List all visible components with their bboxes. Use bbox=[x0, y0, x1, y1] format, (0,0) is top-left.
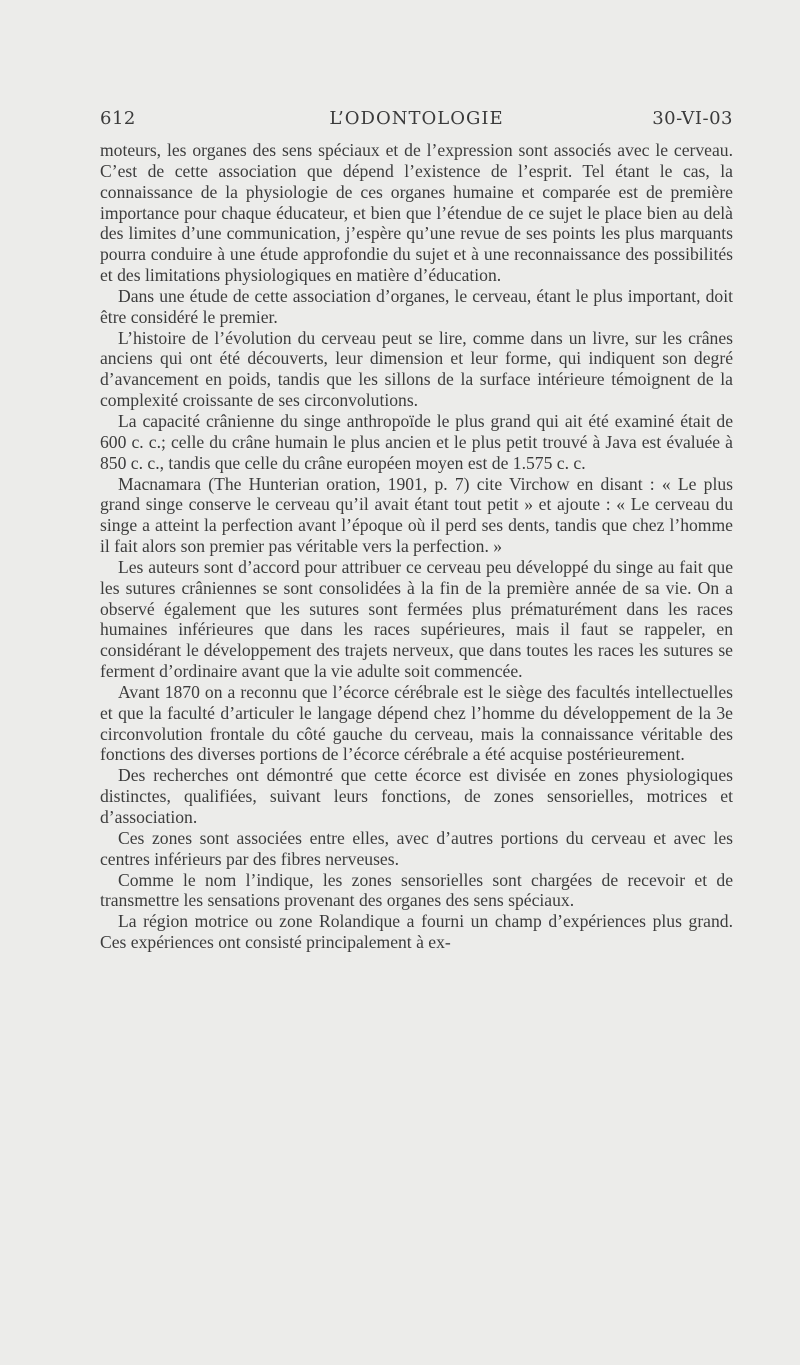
paragraph: moteurs, les organes des sens spéciaux et de l’expression sont associés avec le cerveau. C’est de cette association que dépend l’existence de l’esprit. Tel étant le cas, la connaissance de la physiologie de ces organes humaine et comparée est de première importance pour chaque éducateur, et bien que l’étendue de ce sujet le place bien au delà des limites d’une communication, j’espère qu’une revue de ses points les plus marquants pourra conduire à une étude approfondie du sujet et à une reconnaissance des possibilités et des limitations physiologiques en matière d’éducation. bbox=[100, 140, 733, 286]
body-text bbox=[100, 140, 733, 953]
page-number: 612 bbox=[100, 108, 136, 129]
paragraph: Des recherches ont démontré que cette écorce est divisée en zones physiologiques distinctes, qualifiées, suivant leurs fonctions, de zones sensorielles, motrices et d’association. bbox=[100, 765, 733, 827]
paragraph: L’histoire de l’évolution du cerveau peut se lire, comme dans un livre, sur les crânes anciens qui ont été découverts, leur dimension et leur forme, qui indiquent son degré d’avancement en poids, tandis que les sillons de la surface intérieure témoignent de la complexité croissante de ses circonvolutions. bbox=[100, 327, 733, 411]
journal-title: L’ODONTOLOGIE bbox=[329, 108, 504, 129]
paragraph: Avant 1870 on a reconnu que l’écorce cérébrale est le siège des facultés intellectuelles et que la faculté d’articuler le langage dépend chez l’homme du développement de la 3e circonvolution frontale du côté gauche du cerveau, mais la connaissance véritable des fonctions des diverses portions de l’écorce cérébrale a été acquise postérieurement. bbox=[100, 681, 733, 765]
paragraph: Comme le nom l’indique, les zones sensorielles sont chargées de recevoir et de transmettre les sensations provenant des organes des sens spéciaux. bbox=[100, 869, 733, 911]
paragraph: Ces zones sont associées entre elles, avec d’autres portions du cerveau et avec les centres inférieurs par des fibres nerveuses. bbox=[100, 827, 733, 869]
paragraph: La région motrice ou zone Rolandique a fourni un champ d’expériences plus grand. Ces expériences ont consisté principalement à ex- bbox=[100, 911, 733, 953]
paragraph: Macnamara (The Hunterian oration, 1901, p. 7) cite Virchow en disant : « Le plus grand singe conserve le cerveau qu’il avait étant tout petit » et ajoute : « Le cerveau du singe a atteint la perfection avant l’époque où il perd ses dents, tandis que chez l’homme il fait alors son premier pas véritable vers la perfection. » bbox=[100, 473, 733, 557]
paragraph: La capacité crânienne du singe anthropoïde le plus grand qui ait été examiné était de 600 c. c.; celle du crâne humain le plus ancien et le plus petit trouvé à Java est évaluée à 850 c. c., tandis que celle du crâne européen moyen est de 1.575 c. c. bbox=[100, 410, 733, 473]
issue-date: 30-VI-03 bbox=[652, 108, 733, 129]
paragraph: Les auteurs sont d’accord pour attribuer ce cerveau peu développé du singe au fait que les sutures crâniennes se sont consolidées à la fin de la première année de sa vie. On a observé également que les sutures sont fermées plus prématurément dans les races humaines inférieures que dans les races supérieures, mais il faut se rappeler, en considérant le développement des trajets nerveux, que dans toutes les races les sutures se ferment d’ordinaire avant que la vie adulte soit commencée. bbox=[100, 556, 733, 682]
paragraph: Dans une étude de cette association d’organes, le cerveau, étant le plus important, doit être considéré le premier. bbox=[100, 285, 733, 327]
running-header bbox=[100, 108, 733, 134]
